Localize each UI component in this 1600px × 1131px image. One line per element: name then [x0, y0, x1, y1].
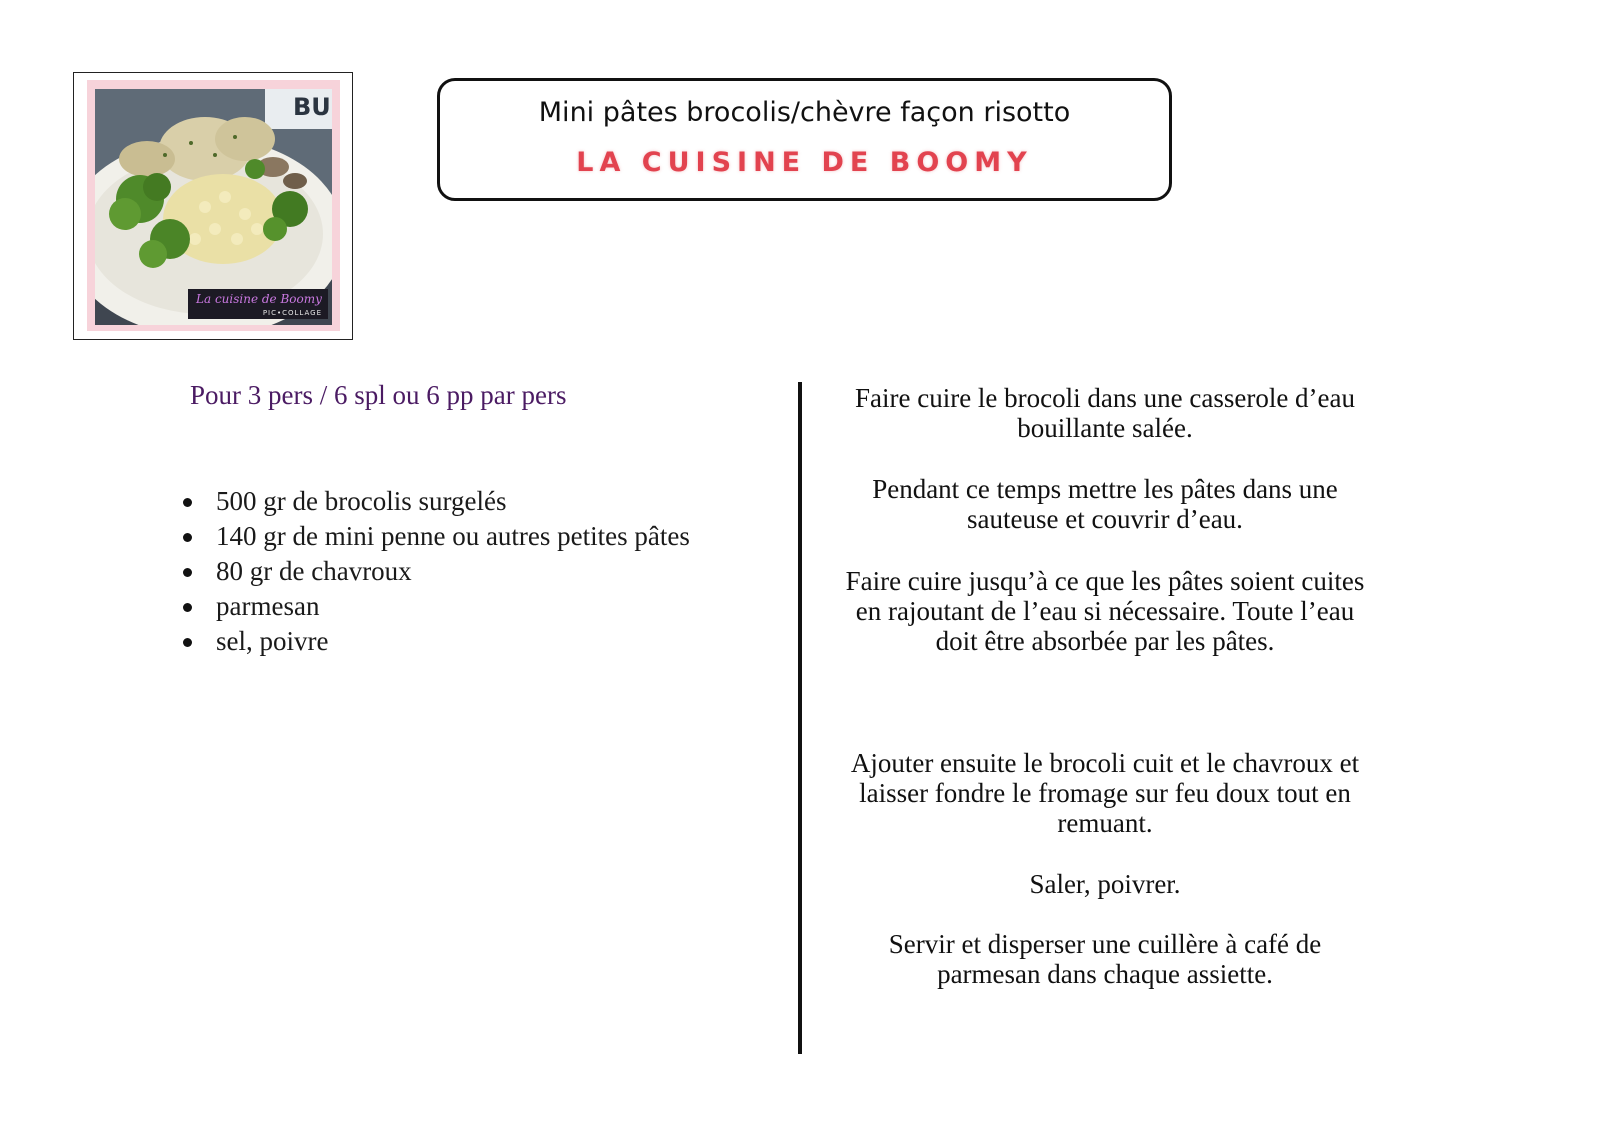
step-line: Ajouter ensuite le brocoli cuit et le chavroux et [850, 748, 1360, 778]
servings-info: Pour 3 pers / 6 spl ou 6 pp par pers [190, 380, 567, 410]
ingredient-list [180, 484, 690, 659]
watermark-text: La cuisine de Boomy [196, 292, 322, 306]
watermark-app: PIC•COLLAGE [262, 309, 322, 317]
step-line: en rajoutant de l’eau si nécessaire. Toute l’eau [855, 596, 1355, 626]
ingredient-text: 500 gr de brocolis surgelés [216, 486, 507, 516]
step-line: Faire cuire jusqu’à ce que les pâtes soient cuites [845, 566, 1365, 596]
step-paragraph [820, 929, 1390, 989]
bullet-icon [183, 603, 192, 612]
step-paragraph [820, 474, 1390, 534]
title-box [437, 78, 1172, 201]
list-item [180, 589, 690, 624]
bullet-icon [183, 568, 192, 577]
step-line: Saler, poivrer. [1029, 869, 1181, 899]
bullet-icon [183, 638, 192, 647]
recipe-photo-frame [73, 72, 353, 340]
step-line: Pendant ce temps mettre les pâtes dans une [872, 474, 1338, 504]
ingredient-text: 80 gr de chavroux [216, 556, 412, 586]
bullet-icon [183, 498, 192, 507]
list-item [180, 519, 690, 554]
step-line: parmesan dans chaque assiette. [937, 959, 1273, 989]
list-item [180, 554, 690, 589]
bullet-icon [183, 533, 192, 542]
step-paragraph [820, 748, 1390, 838]
ingredient-text: parmesan [216, 591, 320, 621]
step-paragraph [820, 383, 1390, 443]
photo-watermark [188, 289, 328, 319]
step-paragraph [820, 869, 1390, 899]
step-line: laisser fondre le fromage sur feu doux tout en [859, 778, 1351, 808]
step-line: bouillante salée. [1017, 413, 1193, 443]
step-line: Servir et disperser une cuillère à café de [888, 929, 1322, 959]
step-line: Faire cuire le brocoli dans une casserole d’eau [854, 383, 1356, 413]
step-line: doit être absorbée par les pâtes. [935, 626, 1275, 656]
recipe-title: Mini pâtes brocolis/chèvre façon risotto [538, 97, 1071, 128]
ingredient-text: sel, poivre [216, 626, 329, 656]
step-line: remuant. [1057, 808, 1153, 838]
list-item [180, 484, 690, 519]
list-item [180, 624, 690, 659]
column-divider [798, 382, 802, 1054]
background-sign-text: BU [293, 93, 331, 121]
photo-mat [87, 80, 340, 331]
step-line: sauteuse et couvrir d’eau. [967, 504, 1243, 534]
step-paragraph [820, 566, 1390, 656]
brand-name: LA CUISINE DE BOOMY [576, 147, 1033, 178]
recipe-photo [95, 89, 332, 325]
ingredient-text: 140 gr de mini penne ou autres petites pâtes [216, 521, 690, 551]
